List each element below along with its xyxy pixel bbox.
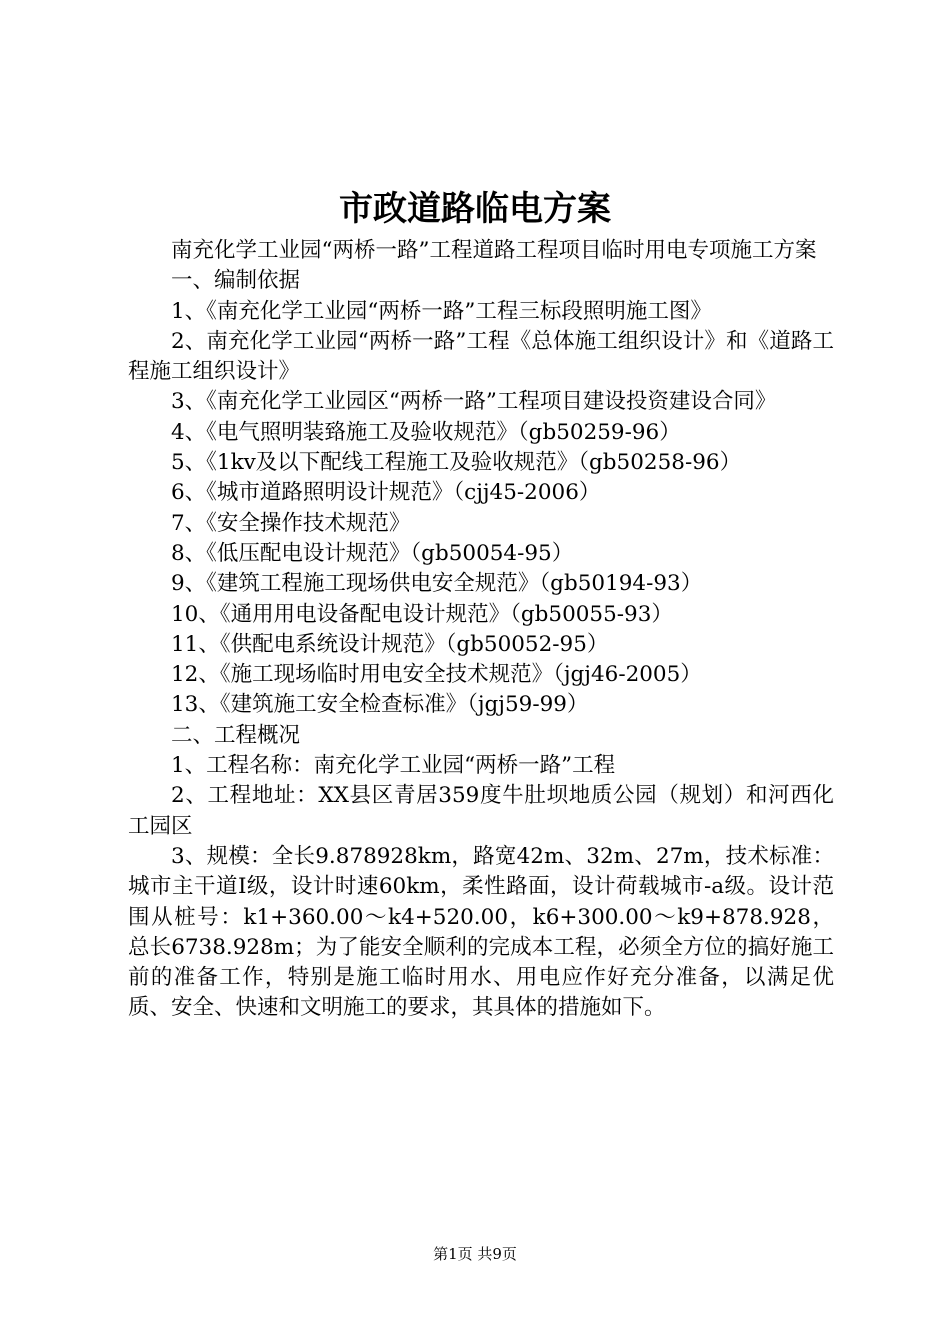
section-heading-overview: 二、工程概况 [171, 722, 301, 748]
page-footer: 第1页 共9页 [433, 1245, 517, 1263]
overview-project-name: 1、工程名称：南充化学工业园“两桥一路”工程 [171, 753, 616, 779]
document-body [128, 236, 834, 1024]
list-item-basis-11: 11、《供配电系统设计规范》（gb50052-95） [171, 631, 609, 657]
list-item-basis-6: 6、《城市道路照明设计规范》（cjj45-2006） [171, 480, 601, 506]
list-item-basis-1: 1、《南充化学工业园“两桥一路”工程三标段照明施工图》 [171, 298, 712, 324]
list-item-basis-5: 5、《1kv及以下配线工程施工及验收规范》（gb50258-96） [171, 450, 742, 476]
list-item-basis-13: 13、《建筑施工安全检查标准》（jgj59-99） [171, 692, 589, 718]
list-item-basis-9: 9、《建筑工程施工现场供电安全规范》（gb50194-93） [171, 571, 703, 597]
list-item-basis-4: 4、《电气照明装臵施工及验收规范》（gb50259-96） [171, 419, 681, 445]
list-item-basis-12: 12、《施工现场临时用电安全技术规范》（jgj46-2005） [171, 662, 702, 688]
document-title: 市政道路临电方案 [339, 189, 611, 229]
section-heading-basis: 一、编制依据 [171, 268, 301, 294]
overview-project-address: 2、工程地址：XX县区青居359度牛肚坝地质公园（规划）和河西化工园区 [128, 783, 834, 839]
list-item-basis-8: 8、《低压配电设计规范》（gb50054-95） [171, 540, 574, 566]
list-item-basis-3: 3、《南充化学工业园区“两桥一路”工程项目建设投资建设合同》 [171, 389, 777, 415]
paragraph-subtitle: 南充化学工业园“两桥一路”工程道路工程项目临时用电专项施工方案 [171, 238, 817, 263]
list-item-basis-7: 7、《安全操作技术规范》 [171, 510, 411, 536]
list-item-basis-10: 10、《通用用电设备配电设计规范》（gb50055-93） [171, 601, 673, 627]
overview-project-scale: 3、规模：全长9.878928km，路宽42m、32m、27m，技术标准：城市主干道Ⅰ级，设计时速60km，柔性路面，设计荷载城市-a级。设计范围从桩号：k1+360.00～k4+520.00，k6+300.00～k9+878.928，总长6738.928m；为了能安全顺利的完成本工程，必须全方位的搞好施工前的准备工作，特别是施工临时用水、用电应作好充分准备，以满足优质、安全、快速和文明施工的要求，其具体的措施如下。 [128, 843, 834, 1021]
list-item-basis-2: 2、南充化学工业园“两桥一路”工程《总体施工组织设计》和《道路工程施工组织设计》 [128, 328, 834, 385]
